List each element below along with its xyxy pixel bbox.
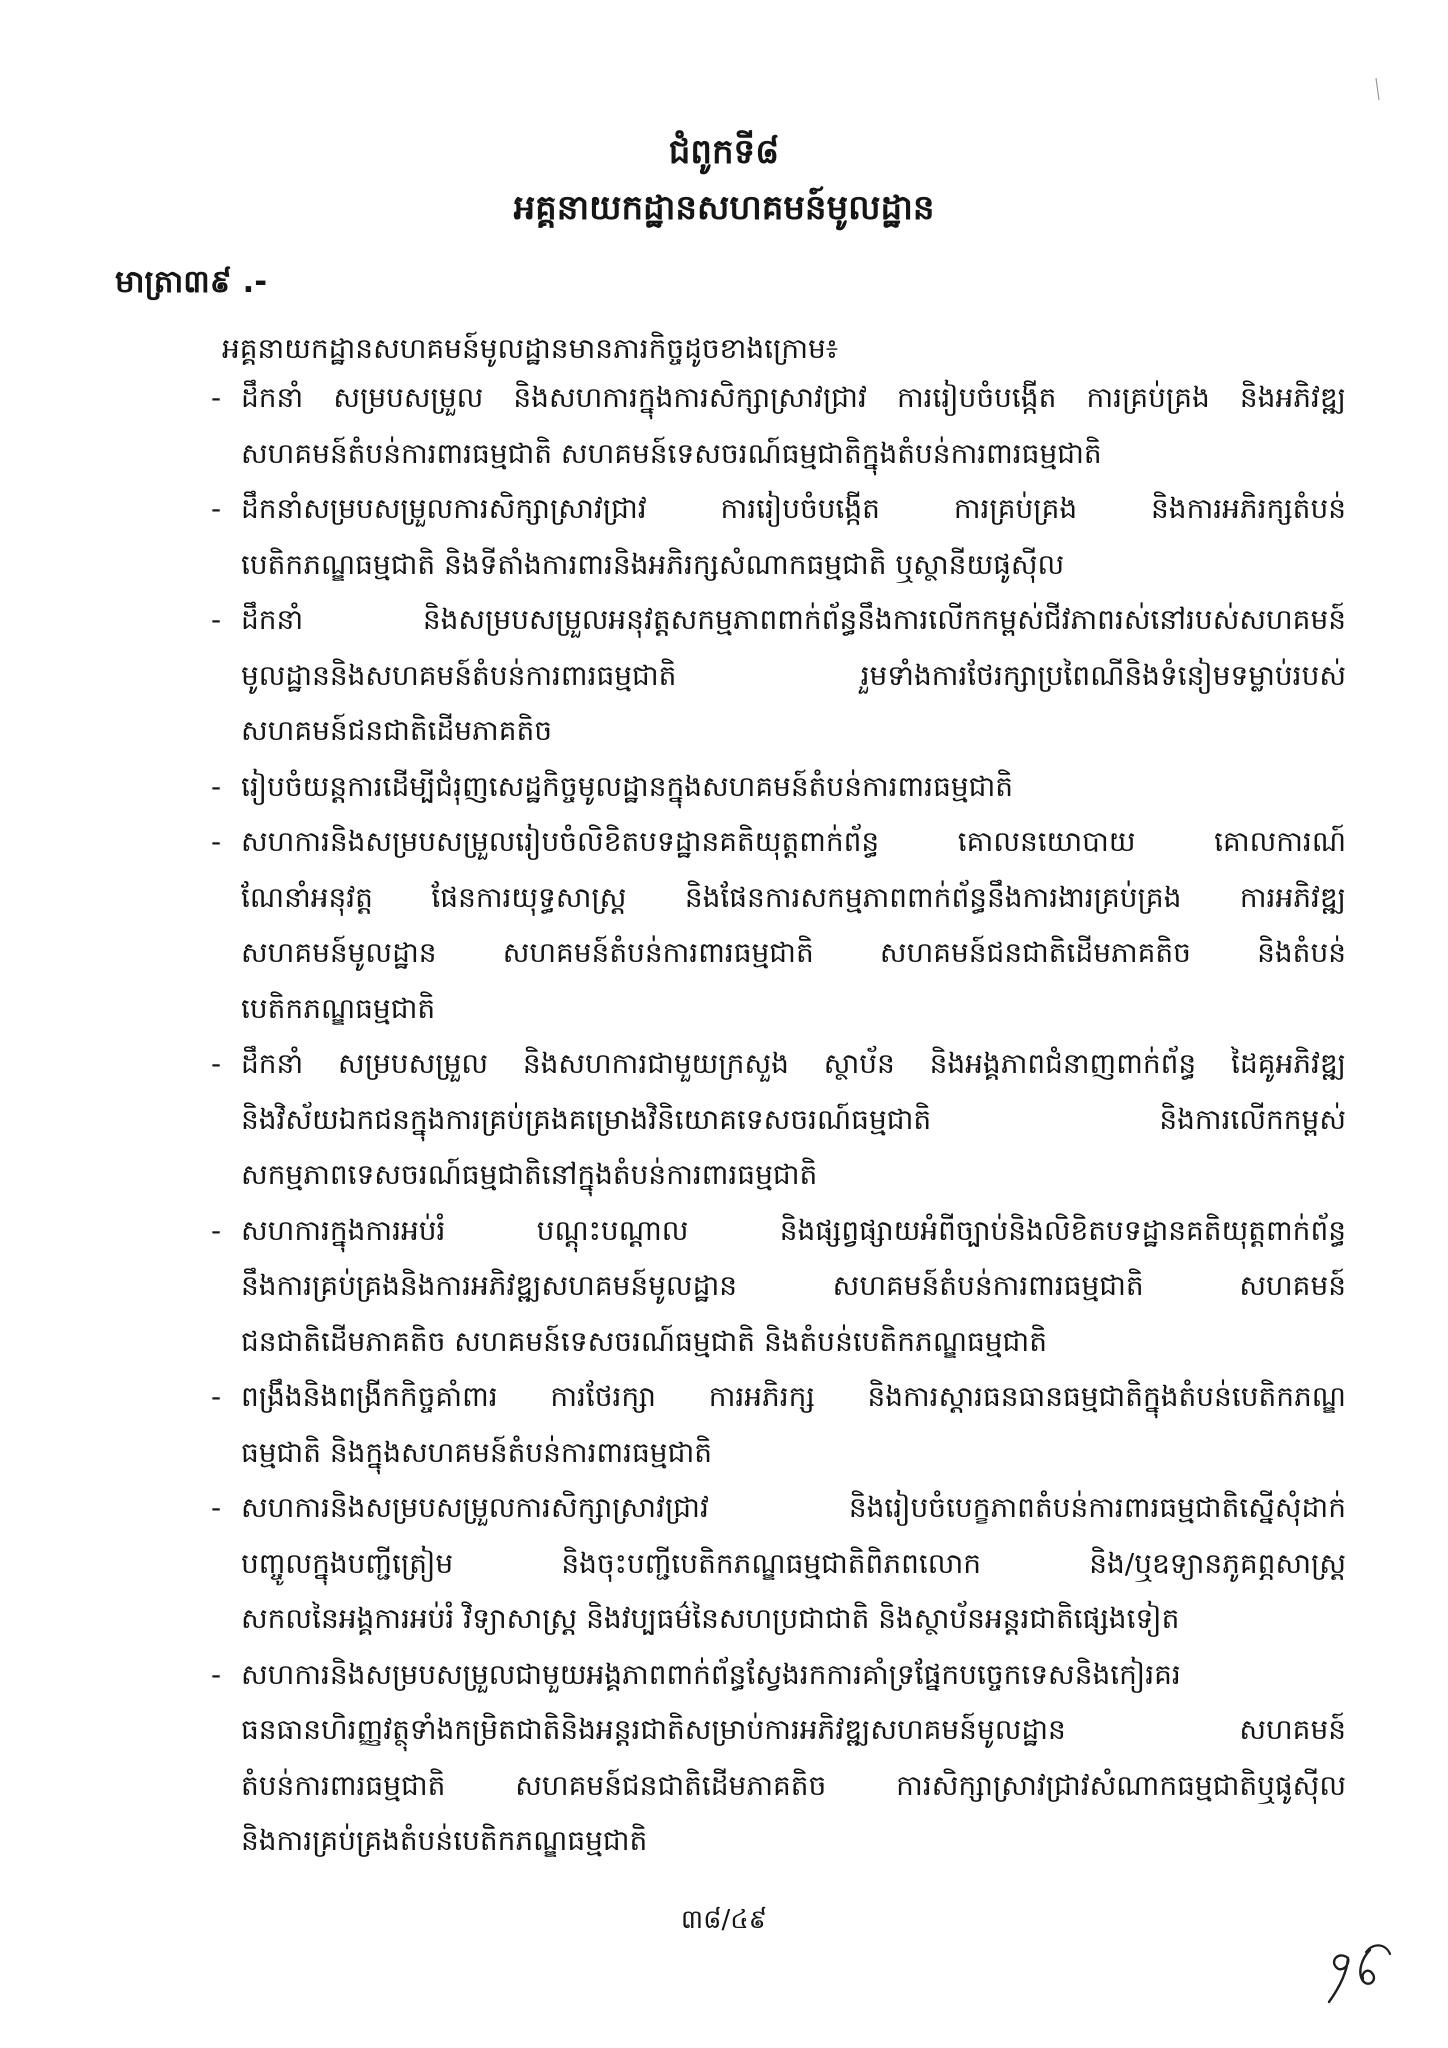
list-item-line: ណែនាំអនុវត្ត ផែនការយុទ្ធសាស្ត្រ និងផែនការសកម្មភាពពាក់ព័ន្ធនឹងការងារគ្រប់គ្រង ការអភិវឌ្ឍ: [241, 880, 1346, 914]
list-item-line: សហការនិងសម្របសម្រួលជាមួយអង្គភាពពាក់ព័ន្ធស្វែងរកការគាំទ្រផ្នែកបច្ចេកទេសនិងកៀរគរ: [241, 1657, 1181, 1691]
list-item: [211, 1480, 1346, 1647]
list-item: [211, 592, 1346, 759]
list-item-line: បេតិកភណ្ឌធម្មជាតិ: [241, 991, 436, 1025]
list-item-line: សកលនៃអង្គការអប់រំ វិទ្យាសាស្ត្រ និងវប្បធម៌នៃសហប្រជាជាតិ និងស្ថាប័នអន្តរជាតិផ្សេងទៀត: [241, 1602, 1180, 1635]
article-intro: អគ្គនាយកដ្ឋានសហគមន៍មូលដ្ឋានមានភារកិច្ចដូចខាងក្រោម៖: [222, 332, 839, 365]
list-item-line: ធម្មជាតិ និងក្នុងសហគមន៍តំបន់ការពារធម្មជាតិ: [241, 1435, 713, 1469]
list-item-line: មូលដ្ឋាននិងសហគមន៍តំបន់ការពារធម្មជាតិ រួមទាំងការថែរក្សាប្រពៃណីនិងទំនៀមទម្លាប់របស់: [241, 658, 1346, 692]
list-item-line: ជនជាតិដើមភាគតិច សហគមន៍ទេសចរណ៍ធម្មជាតិ និងតំបន់បេតិកភណ្ឌធម្មជាតិ: [241, 1324, 1047, 1358]
list-item-line: ដឹកនាំ និងសម្របសម្រួលអនុវត្តសកម្មភាពពាក់ព័ន្ធនឹងការលើកកម្ពស់ជីវភាពរស់នៅរបស់សហគមន៍: [241, 603, 1346, 636]
bullet-dash: -: [211, 825, 222, 858]
bullet-dash: -: [211, 1491, 222, 1524]
article-heading: មាត្រា៣៩ .-: [115, 264, 268, 300]
list-item-line: ដឹកនាំ សម្របសម្រួល និងសហការក្នុងការសិក្សាស្រាវជ្រាវ ការរៀបចំបង្កើត ការគ្រប់គ្រង និងអភិវឌ្ឍ: [241, 381, 1346, 414]
bullet-dash: -: [211, 381, 222, 414]
duties-list: [211, 370, 1346, 1869]
list-item: [211, 1036, 1346, 1203]
list-item: [211, 1203, 1346, 1370]
page-number: ៣៨/៤៩: [680, 1905, 768, 1935]
list-item-line: សហគមន៍តំបន់ការពារធម្មជាតិ សហគមន៍ទេសចរណ៍ធម្មជាតិក្នុងតំបន់ការពារធម្មជាតិ: [241, 436, 1102, 470]
list-item-line: នឹងការគ្រប់គ្រងនិងការអភិវឌ្ឍសហគមន៍មូលដ្ឋាន សហគមន៍តំបន់ការពារធម្មជាតិ សហគមន៍: [241, 1269, 1346, 1302]
list-item-line: សហការនិងសម្របសម្រួលរៀបចំលិខិតបទដ្ឋានគតិយុត្តពាក់ព័ន្ធ គោលនយោបាយ គោលការណ៍: [241, 825, 1346, 858]
list-item-line: ដឹកនាំ សម្របសម្រួល និងសហការជាមួយក្រសួង ស្ថាប័ន និងអង្គភាពជំនាញពាក់ព័ន្ធ ដៃគូអភិវឌ្ឍ: [241, 1047, 1346, 1080]
bullet-dash: -: [211, 1213, 222, 1247]
list-item: [211, 1647, 1346, 1869]
bullet-dash: -: [211, 769, 222, 803]
list-item: [211, 370, 1346, 481]
list-item-line: តំបន់ការពារធម្មជាតិ សហគមន៍ជនជាតិដើមភាគតិច ការសិក្សាស្រាវជ្រាវសំណាកធម្មជាតិឬផូស៊ីល: [241, 1768, 1346, 1802]
list-item-line: ពង្រឹងនិងពង្រីកកិច្ចគាំពារ ការថែរក្សា ការអភិរក្ស និងការស្តារធនធានធម្មជាតិក្នុងតំបន់បេតិកភណ្ឌ: [241, 1380, 1346, 1413]
list-item-line: និងការគ្រប់គ្រងតំបន់បេតិកភណ្ឌធម្មជាតិ: [241, 1824, 648, 1857]
bullet-dash: -: [211, 1657, 222, 1691]
list-item-line: រៀបចំយន្តការដើម្បីជំរុញសេដ្ឋកិច្ចមូលដ្ឋានក្នុងសហគមន៍តំបន់ការពារធម្មជាតិ: [241, 769, 1014, 803]
list-item: [211, 1369, 1346, 1480]
list-item-line: បេតិកភណ្ឌធម្មជាតិ និងទីតាំងការពារនិងអភិរក្សសំណាកធម្មជាតិ ឬស្ថានីយផូស៊ីល: [241, 547, 1065, 581]
list-item-line: បញ្ចូលក្នុងបញ្ជីត្រៀម និងចុះបញ្ជីបេតិកភណ្ឌធម្មជាតិពិភពលោក និង/ឬឧទ្យានភូគព្ភសាស្ត្រ: [241, 1546, 1346, 1580]
list-item-line: សហគមន៍មូលដ្ឋាន សហគមន៍តំបន់ការពារធម្មជាតិ សហគមន៍ជនជាតិដើមភាគតិច និងតំបន់: [241, 936, 1346, 969]
list-item-line: សហការក្នុងការអប់រំ បណ្តុះបណ្តាល និងផ្សព្វផ្សាយអំពីច្បាប់និងលិខិតបទដ្ឋានគតិយុត្តពាក់ព័ន្ធ: [241, 1213, 1346, 1247]
list-item-line: ធនធានហិរញ្ញវត្ថុទាំងកម្រិតជាតិនិងអន្តរជាតិសម្រាប់ការអភិវឌ្ឍសហគមន៍មូលដ្ឋាន សហគមន៍: [241, 1713, 1346, 1746]
bullet-dash: -: [211, 603, 222, 636]
list-item-line: សហការនិងសម្របសម្រួលការសិក្សាស្រាវជ្រាវ និងរៀបចំបេក្ខភាពតំបន់ការពារធម្មជាតិស្នើសុំដាក់: [241, 1491, 1346, 1524]
chapter-number-title: ជំពូកទី៨: [668, 132, 780, 172]
list-item: [211, 759, 1346, 815]
list-item-line: សហគមន៍ជនជាតិដើមភាគតិច: [241, 714, 553, 747]
bullet-dash: -: [211, 492, 222, 525]
bullet-dash: -: [211, 1047, 222, 1080]
list-item: [211, 481, 1346, 592]
list-item-line: សកម្មភាពទេសចរណ៍ធម្មជាតិនៅក្នុងតំបន់ការពារធម្មជាតិ: [241, 1158, 818, 1191]
list-item-line: និងវិស័យឯកជនក្នុងការគ្រប់គ្រងគម្រោងវិនិយោគទេសចរណ៍ធម្មជាតិ និងការលើកកម្ពស់: [241, 1102, 1346, 1136]
bullet-dash: -: [211, 1380, 222, 1413]
list-item-line: ដឹកនាំសម្របសម្រួលការសិក្សាស្រាវជ្រាវ ការរៀបចំបង្កើត ការគ្រប់គ្រង និងការអភិរក្សតំបន់: [241, 492, 1346, 525]
scan-mark: [1372, 76, 1384, 102]
list-item: [211, 814, 1346, 1036]
chapter-name-title: អគ្គនាយកដ្ឋានសហគមន៍មូលដ្ឋាន: [513, 188, 935, 228]
handwritten-initials: [1322, 1936, 1398, 2012]
